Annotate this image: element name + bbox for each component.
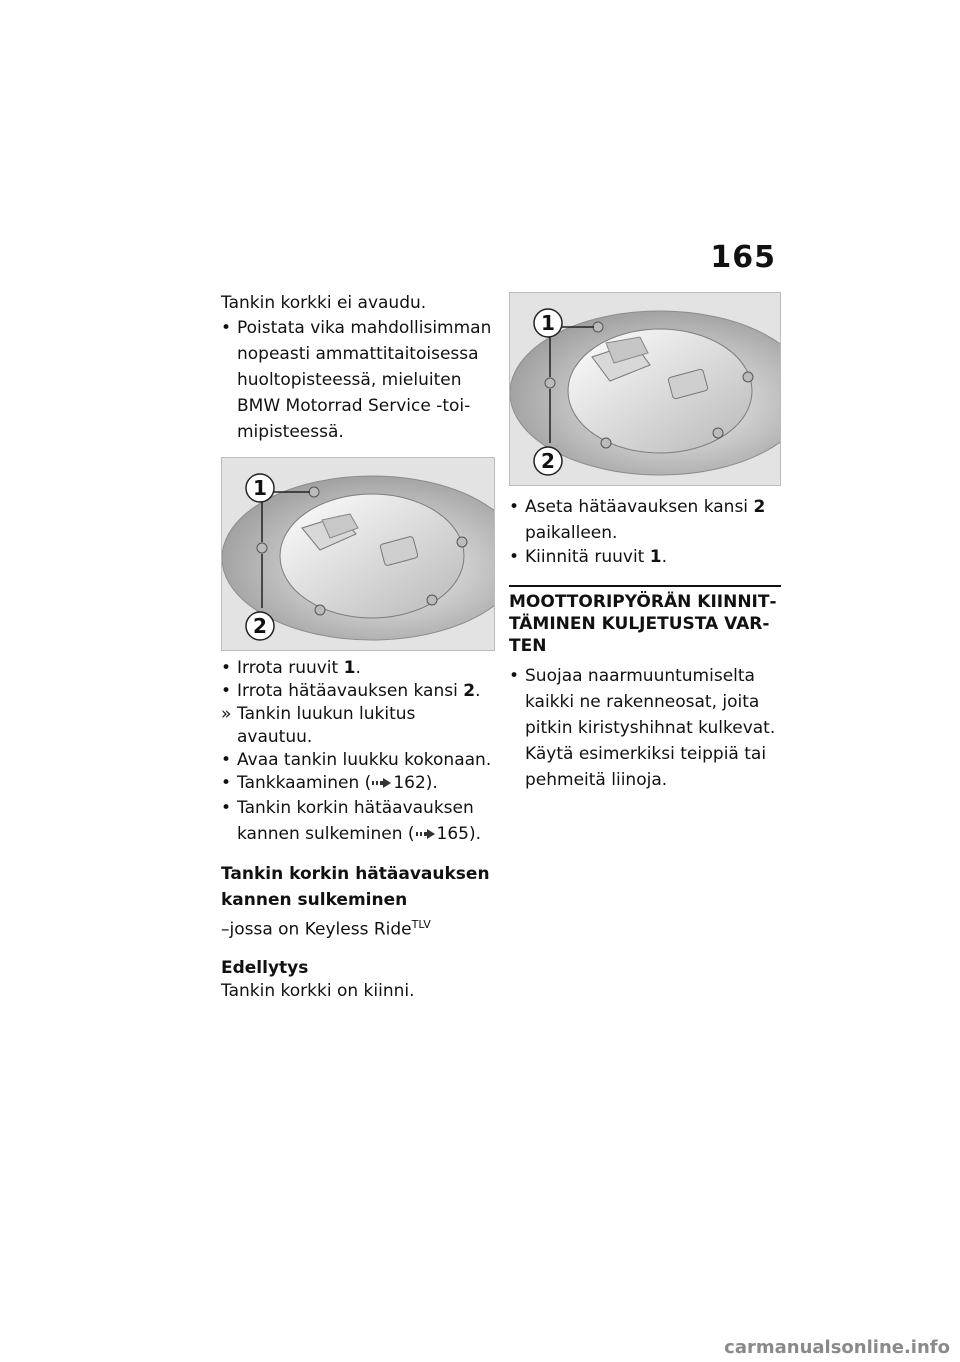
fuel-cap-figure-left bbox=[221, 457, 495, 651]
condition-label: Edellytys bbox=[221, 957, 309, 978]
condition-text: Tankin korkki on kiinni. bbox=[221, 980, 415, 1001]
bullet-icon: • bbox=[221, 798, 232, 818]
section-heading: MOOTTORIPYÖRÄN KIINNITTÄMINEN KULJETUSTA VARTEN bbox=[509, 592, 777, 656]
left-column bbox=[221, 292, 496, 1003]
right-column bbox=[509, 292, 781, 793]
bullet-icon: • bbox=[221, 750, 232, 770]
callout-2: 2 bbox=[253, 614, 267, 638]
fuel-cap-illustration bbox=[510, 293, 780, 485]
step-refuel-link: • Tankkaaminen ( 162). bbox=[221, 773, 438, 793]
intro-bullet: • Poistata vika mahdollisimman nopeasti ammattitaitoisessa huoltopisteessä, mieluiten BMW Motorrad Service -toimipisteessä. bbox=[221, 315, 496, 445]
step-open-flap: • Avaa tankin luukku kokonaan. bbox=[221, 750, 492, 770]
bullet-icon: • bbox=[221, 773, 232, 793]
step-close-cover-link: • Tankin korkin hätäavauksen kannen sulkeminen ( 165). bbox=[221, 795, 496, 847]
bullet-icon: • bbox=[221, 658, 232, 678]
footer-watermark: carmanualsonline.info bbox=[724, 1337, 950, 1358]
intro-text: Tankin korkki ei avaudu. bbox=[221, 293, 427, 313]
step-remove-cover: • Irrota hätäavauksen kansi 2. bbox=[221, 681, 481, 701]
protect-bullet: • Suojaa naarmuuntumiselta kaikki ne rakenneosat, joita pitkin kiristyshihnat kulkevat. Käytä esimerkiksi teippiä tai pehmeitä liinoja. bbox=[509, 663, 781, 793]
fuel-cap-figure-right bbox=[509, 292, 781, 486]
section-subtitle: –jossa on Keyless Ride$^{TLV}$ bbox=[221, 918, 431, 940]
step-place-cover: • Aseta hätäavauksen kansi 2 paikalleen. bbox=[509, 494, 781, 546]
page-reference-arrow-icon bbox=[415, 828, 437, 840]
step-fasten-screws: • Kiinnitä ruuvit 1. bbox=[509, 547, 667, 567]
page-number: 165 bbox=[710, 240, 776, 275]
page-reference-arrow-icon bbox=[371, 777, 393, 789]
bullet-icon: • bbox=[509, 497, 520, 517]
callout-1: 1 bbox=[253, 476, 267, 500]
callout-1: 1 bbox=[541, 311, 555, 335]
heading-rule bbox=[509, 585, 781, 587]
section-title: Tankin korkin hätäavauksen kannen sulkeminen bbox=[221, 864, 490, 910]
bullet-icon: • bbox=[509, 547, 520, 567]
result-line: » Tankin luukun lukitus avautuu. bbox=[221, 704, 416, 747]
step-remove-screws: • Irrota ruuvit 1. bbox=[221, 658, 361, 678]
result-icon: » bbox=[221, 704, 232, 724]
bullet-icon: • bbox=[509, 666, 520, 686]
fuel-cap-illustration bbox=[222, 458, 494, 650]
bullet-icon: • bbox=[221, 318, 232, 338]
callout-2: 2 bbox=[541, 449, 555, 473]
bullet-icon: • bbox=[221, 681, 232, 701]
